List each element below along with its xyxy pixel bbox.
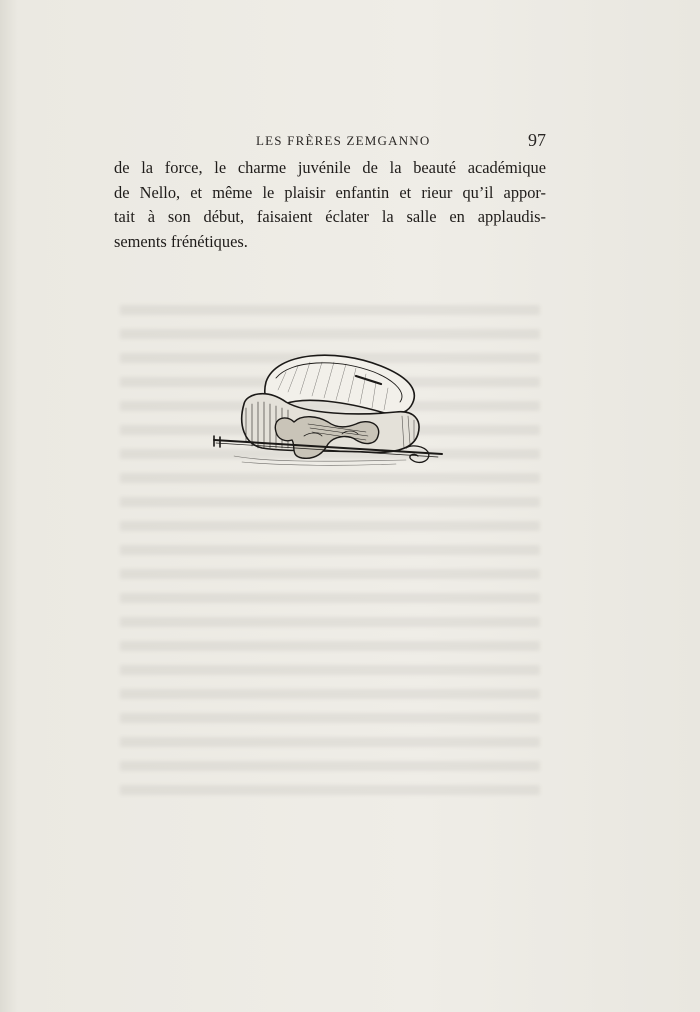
- body-line: de Nello, et même le plaisir enfantin et rieur qu’il appor-: [114, 182, 546, 202]
- body-line: sements frénétiques.: [114, 231, 248, 251]
- violin-case-icon: [206, 344, 456, 474]
- body-line: de la force, le charme juvénile de la beauté académique: [114, 158, 546, 177]
- body-line: tait à son début, faisaient éclater la salle en applaudis-: [114, 207, 546, 226]
- page-number: 97: [528, 130, 546, 150]
- running-title: LES FRÈRES ZEMGANNO: [256, 133, 431, 148]
- running-head: [114, 132, 546, 152]
- body-paragraph: [114, 156, 546, 254]
